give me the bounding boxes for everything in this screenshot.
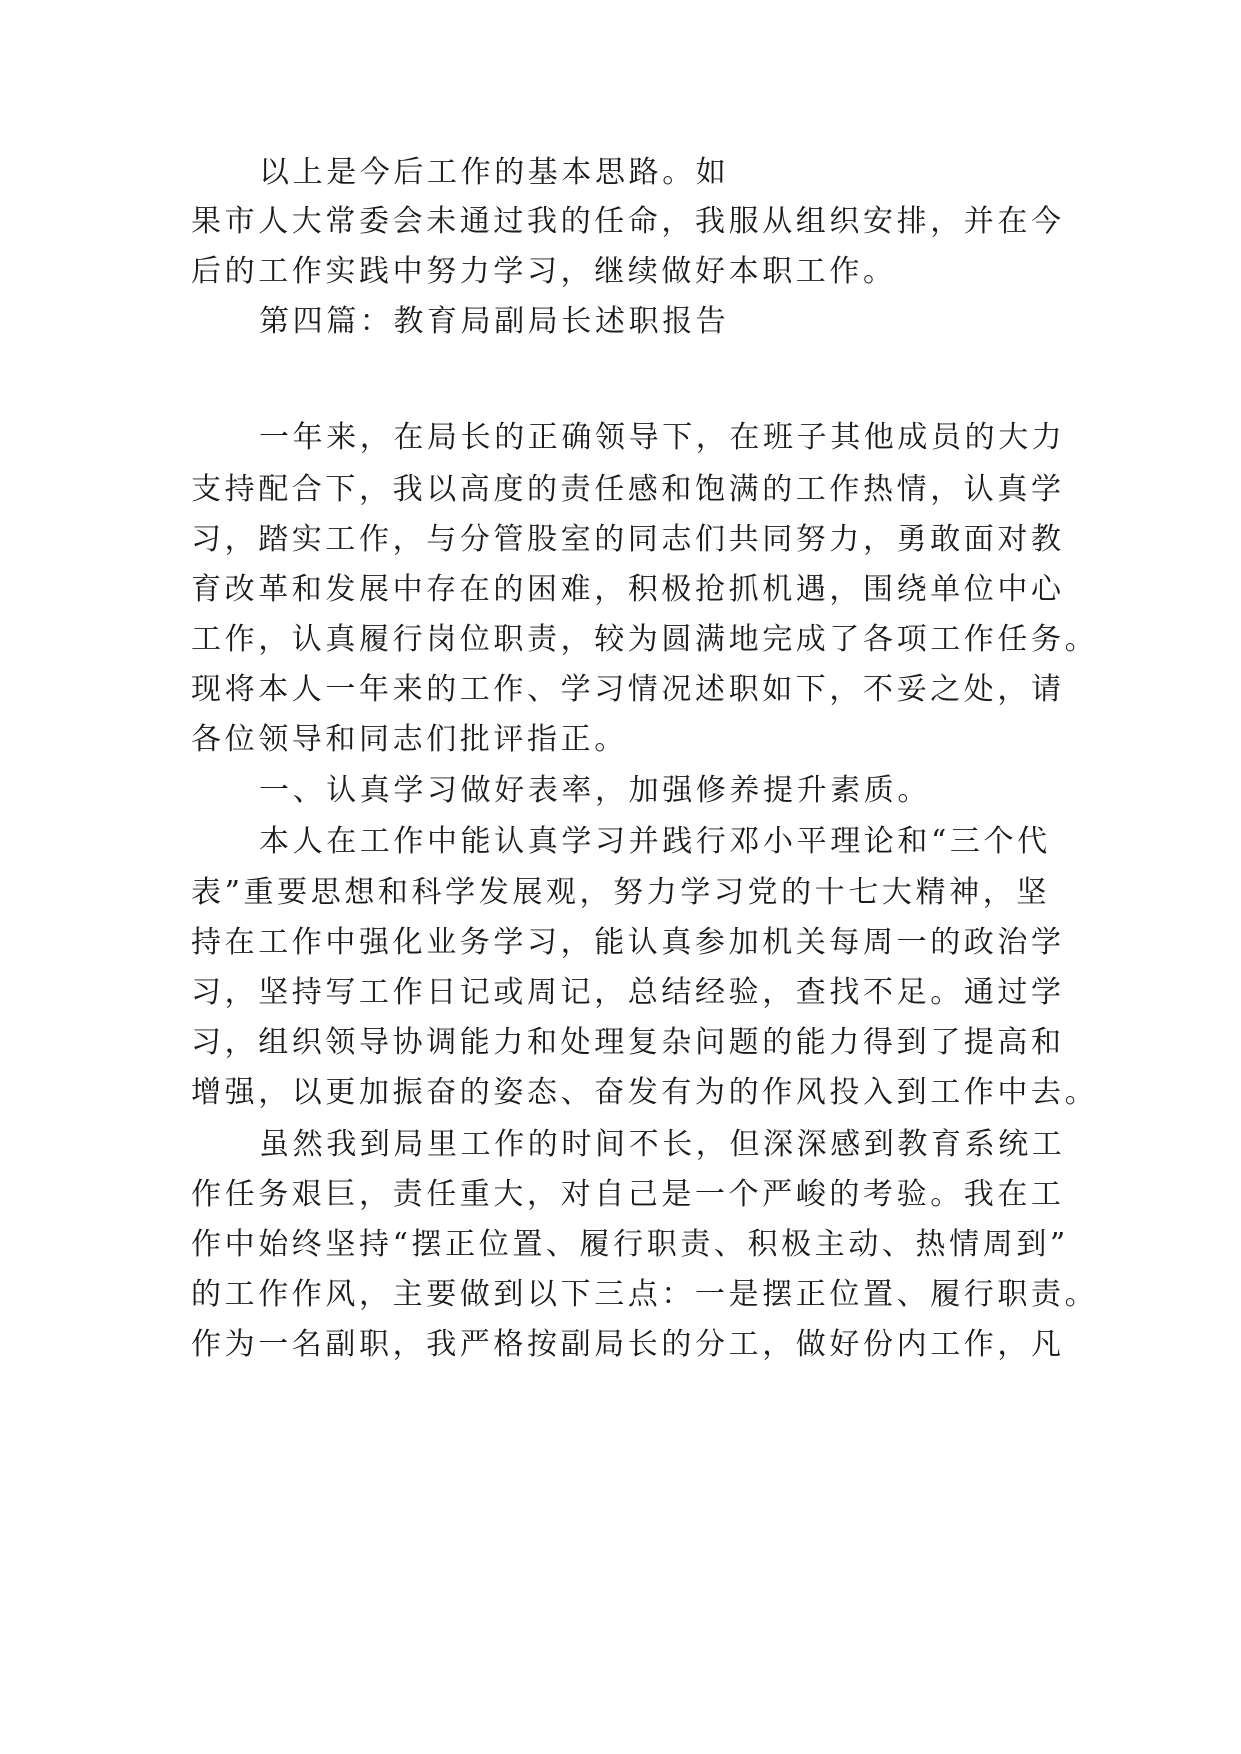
text-line: 作为一名副职，我严格按副局长的分工，做好份内工作，凡 [191,1327,1065,1362]
section-heading: 第四篇：教育局副局长述职报告 [259,304,730,339]
text-line: 持在工作中强化业务学习，能认真参加机关每周一的政治学 [191,925,1065,960]
text-line: 习，坚持写工作日记或周记，总结经验，查找不足。通过学 [191,975,1065,1010]
text-line: 一年来，在局长的正确领导下，在班子其他成员的大力 [259,420,1066,455]
text-line: 工作，认真履行岗位职责，较为圆满地完成了各项工作任务。 [191,622,1099,657]
text-line: 习，踏实工作，与分管股室的同志们共同努力，勇敢面对教 [191,522,1065,557]
text-line: 现将本人一年来的工作、学习情况述职如下，不妥之处，请 [191,672,1065,707]
text-line: 支持配合下，我以高度的责任感和饱满的工作热情，认真学 [191,472,1065,507]
text-line: 作中始终坚持“摆正位置、履行职责、积极主动、热情周到” [191,1227,1069,1262]
text-line: 作任务艰巨，责任重大，对自己是一个严峻的考验。我在工 [191,1177,1065,1212]
text-line: 育改革和发展中存在的困难，积极抢抓机遇，围绕单位中心 [191,572,1065,607]
section-heading: 一、认真学习做好表率，加强修养提升素质。 [259,773,931,808]
text-line: 各位领导和同志们批评指正。 [191,722,628,757]
text-line: 以上是今后工作的基本思路。如 [259,155,730,190]
text-line: 果市人大常委会未通过我的任命，我服从组织安排，并在今 [191,204,1065,239]
text-line: 表”重要思想和科学发展观，努力学习党的十七大精神，坚 [191,875,1050,910]
text-line: 本人在工作中能认真学习并践行邓小平理论和“三个代 [259,824,1051,859]
text-line: 习，组织领导协调能力和处理复杂问题的能力得到了提高和 [191,1025,1065,1060]
text-line: 虽然我到局里工作的时间不长，但深深感到教育系统工 [259,1127,1066,1162]
text-line: 增强，以更加振奋的姿态、奋发有为的作风投入到工作中去。 [191,1075,1099,1110]
text-line: 的工作作风，主要做到以下三点：一是摆正位置、履行职责。 [191,1277,1099,1312]
text-line: 后的工作实践中努力学习，继续做好本职工作。 [191,254,897,289]
